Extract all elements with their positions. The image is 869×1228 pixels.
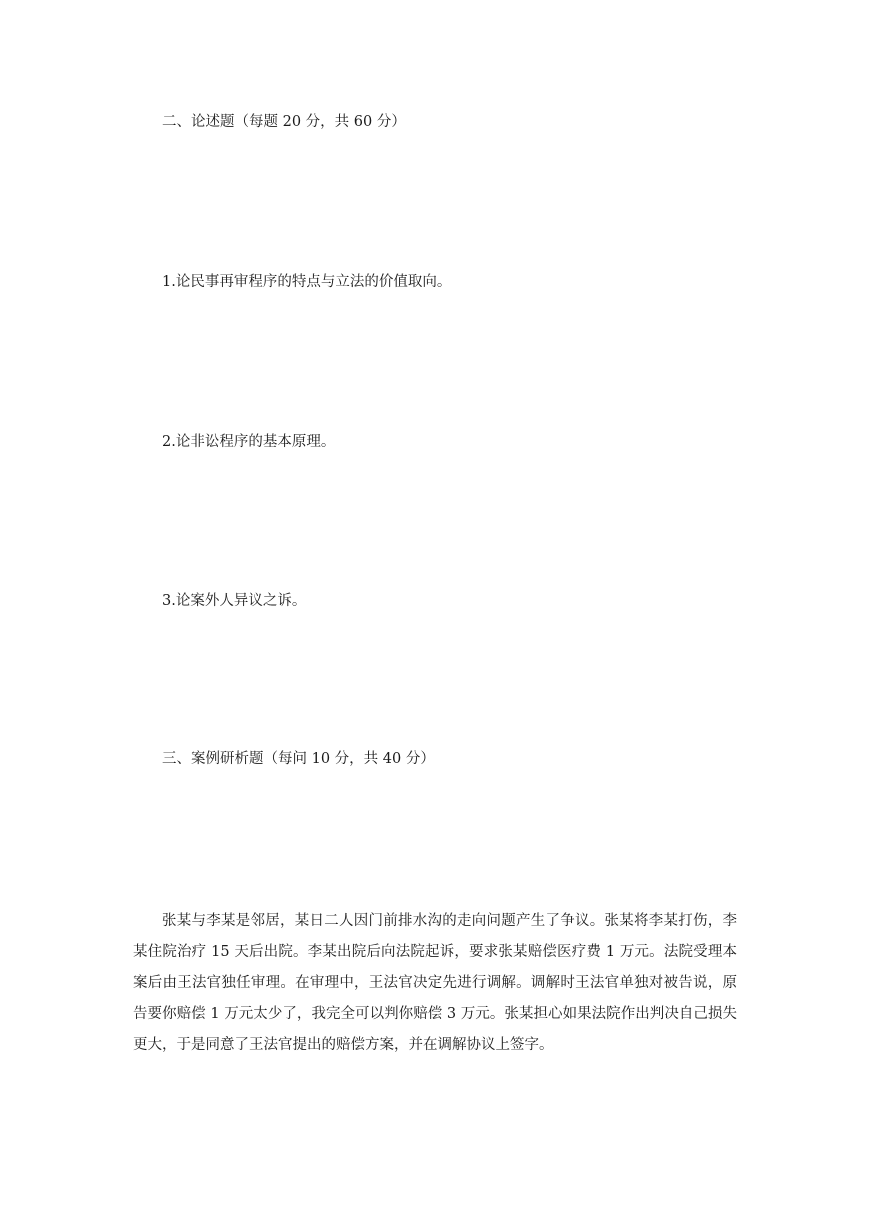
case-description: 张某与李某是邻居，某日二人因门前排水沟的走向问题产生了争议。张某将李某打伤，李某住院治疗 15 天后出院。李某出院后向法院起诉，要求张某赔偿医疗费 1 万元。法院受理本案后由王法官独任审理。在审理中，王法官决定先进行调解。调解时王法官单独对被告说，原告要你赔偿 1 万元太少了，我完全可以判你赔偿 3 万元。张某担心如果法院作出判决自己损失更大，于是同意了王法官提出的赔偿方案，并在调解协议上签字。 [133, 913, 737, 1053]
question-1: 1.论民事再审程序的特点与立法的价值取向。 [162, 274, 452, 290]
question-2: 2.论非讼程序的基本原理。 [162, 434, 336, 450]
section-2-heading: 二、论述题（每题 20 分，共 60 分） [162, 114, 406, 130]
section-3-heading: 三、案例研析题（每问 10 分，共 40 分） [162, 751, 435, 767]
question-3: 3.论案外人异议之诉。 [162, 593, 307, 609]
